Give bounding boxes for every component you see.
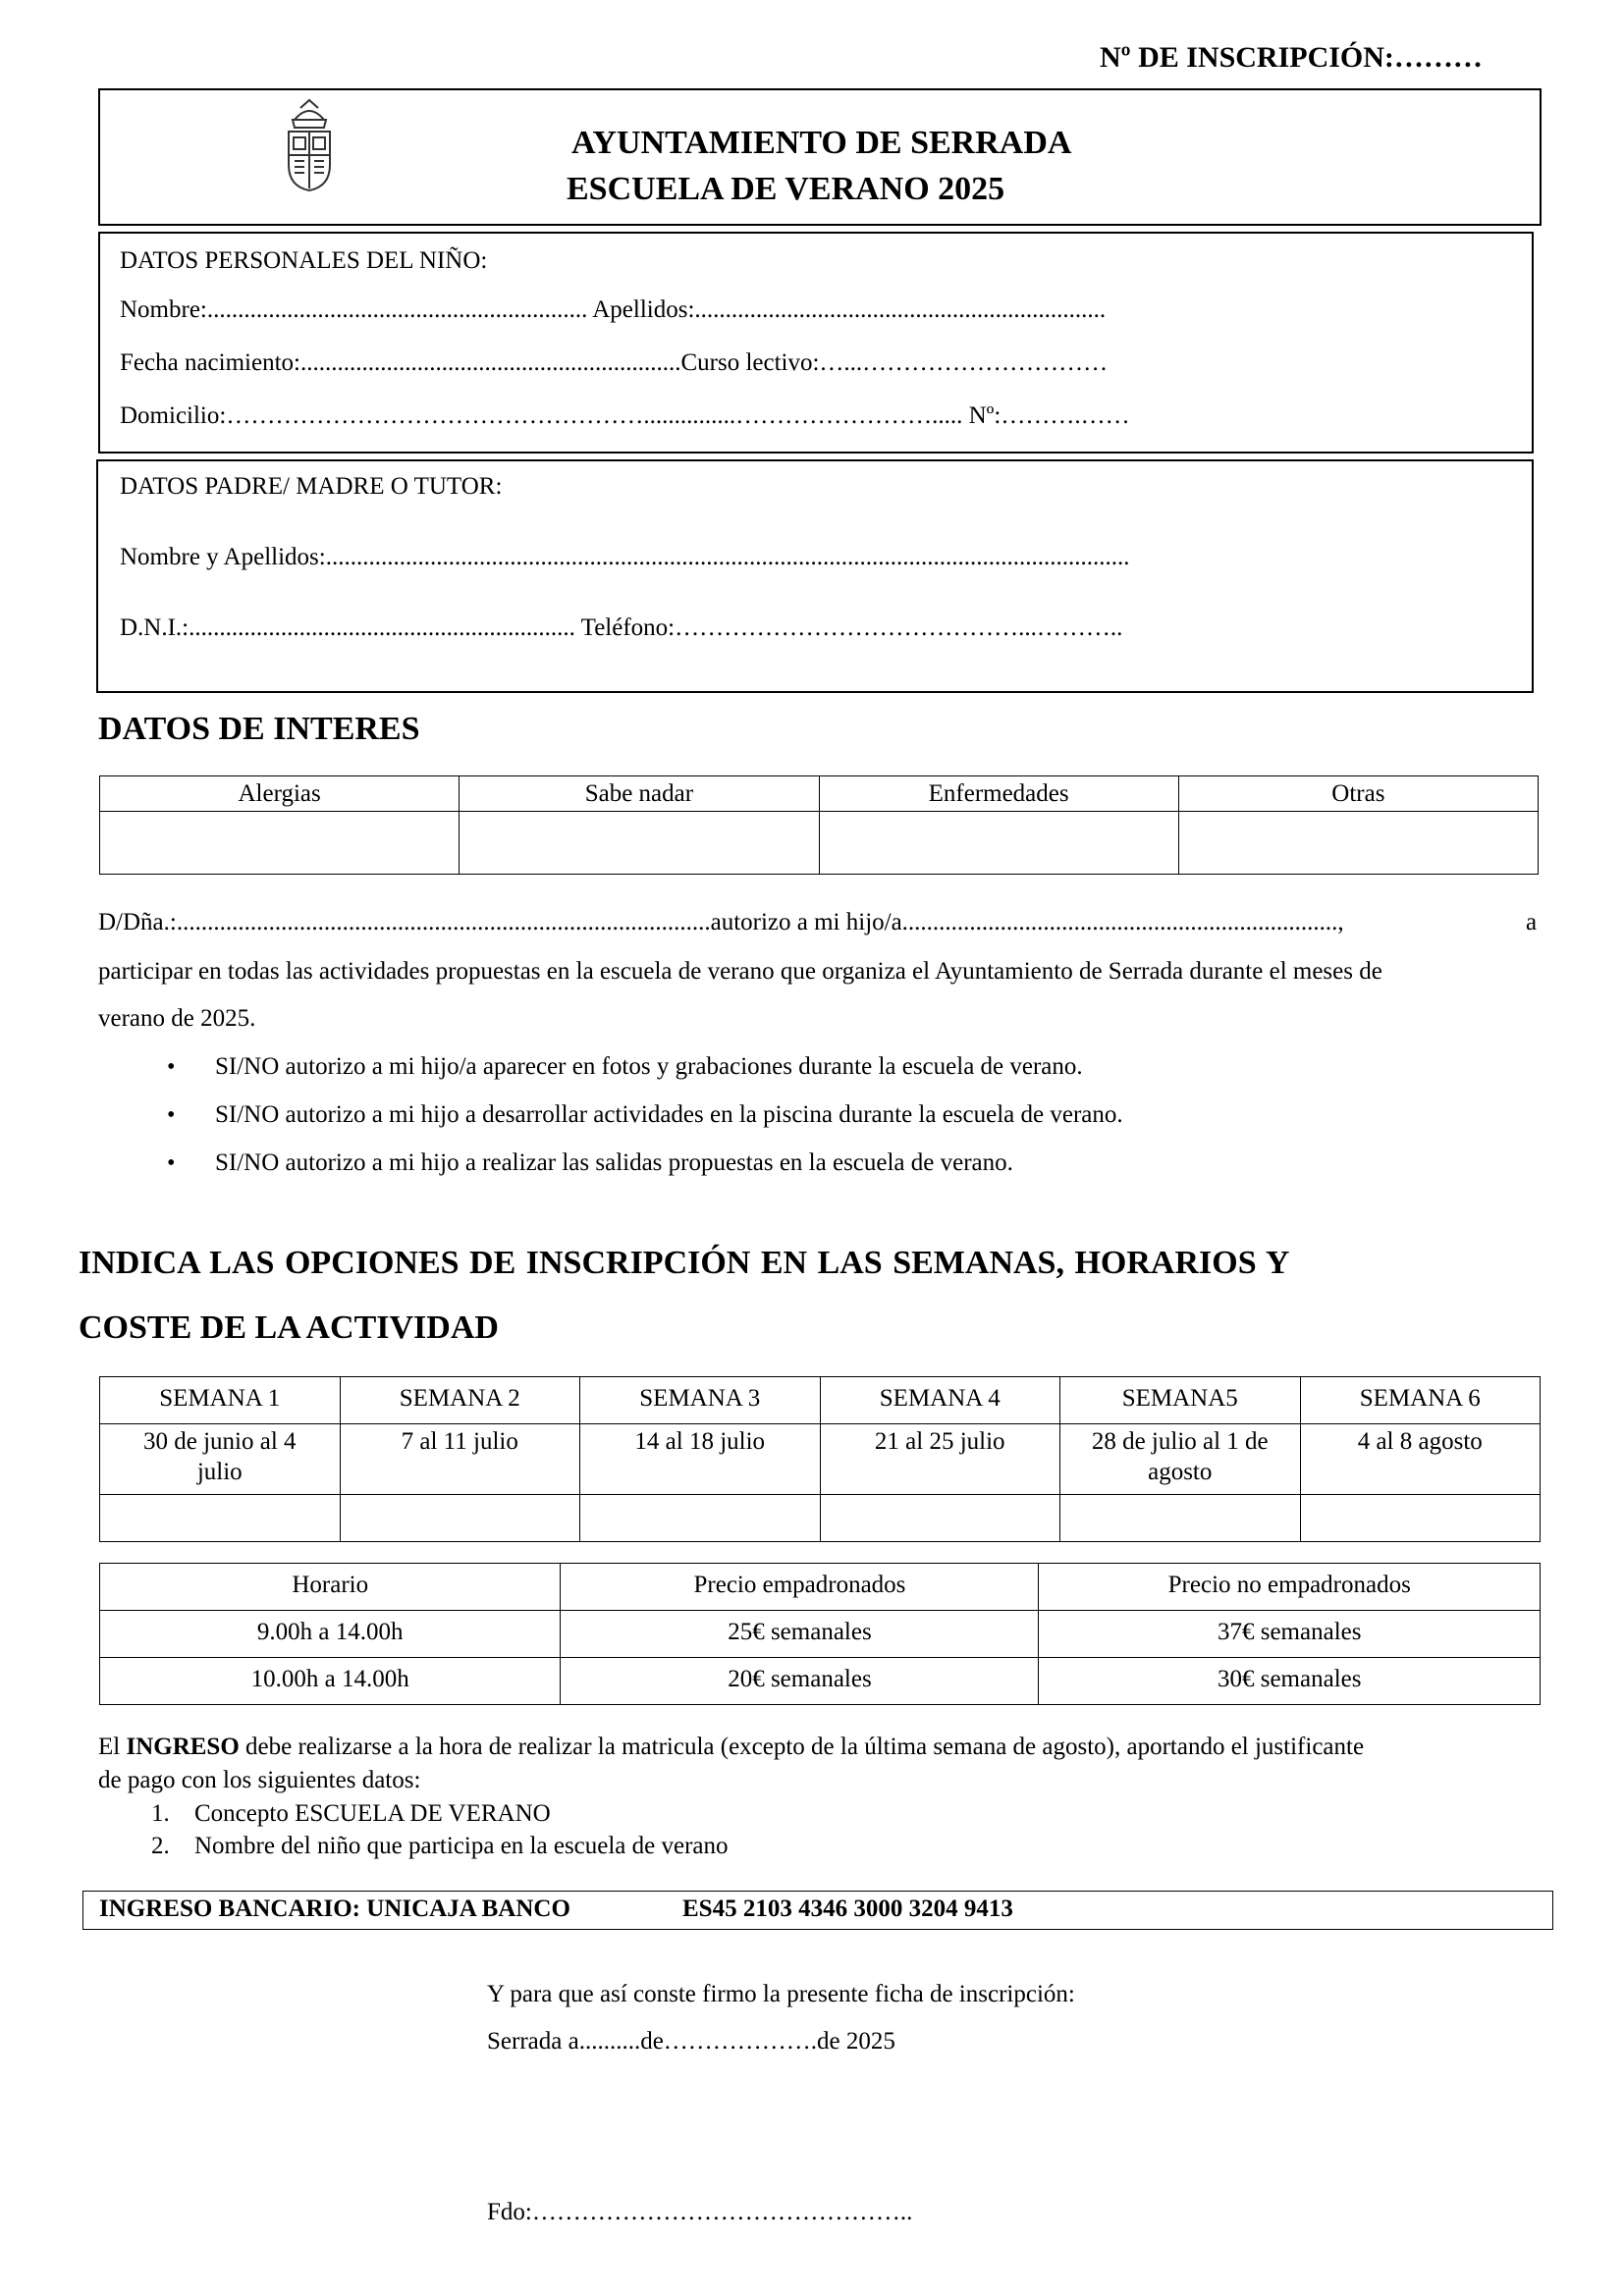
week-2-dates: 7 al 11 julio xyxy=(340,1424,580,1495)
price-row-2-registered: 20€ semanales xyxy=(561,1658,1039,1705)
interest-cell-otras[interactable] xyxy=(1178,812,1538,875)
price-row-1-schedule: 9.00h a 14.00h xyxy=(100,1611,561,1658)
week-5-dates: 28 de julio al 1 de agosto xyxy=(1060,1424,1301,1495)
interest-cell-alergias[interactable] xyxy=(100,812,460,875)
options-heading-line-2: COSTE DE LA ACTIVIDAD xyxy=(79,1309,499,1346)
list-item xyxy=(151,1799,729,1832)
authorization-line-1[interactable]: D/Dña.:.......................................................................................autorizo a mi hijo/a......................................................................., xyxy=(98,909,1344,935)
price-row-1-registered: 25€ semanales xyxy=(561,1611,1039,1658)
week-6-dates: 4 al 8 agosto xyxy=(1300,1424,1541,1495)
child-birthdate-field[interactable]: Fecha nacimiento:..............................................................Curso lectivo:…...………………………… xyxy=(120,349,1109,376)
payment-intro-start: El xyxy=(98,1734,127,1760)
page-title: AYUNTAMIENTO DE SERRADA xyxy=(571,125,1072,161)
price-row-1-not-registered: 37€ semanales xyxy=(1039,1611,1541,1658)
table-row[interactable] xyxy=(100,1611,1541,1658)
price-row-2-not-registered: 30€ semanales xyxy=(1039,1658,1541,1705)
payment-intro xyxy=(98,1734,1364,1761)
price-row-2-schedule: 10.00h a 14.00h xyxy=(100,1658,561,1705)
child-address-field[interactable]: Domicilio:……………………………………………...............……………………..... Nº:……….…… xyxy=(120,402,1130,429)
bank-iban: ES45 2103 4346 3000 3204 9413 xyxy=(682,1896,1013,1922)
week-2-label: SEMANA 2 xyxy=(340,1377,580,1424)
parent-dni-field[interactable]: D.N.I.:............................................................... Teléfono:……………………………………...……….. xyxy=(120,614,1123,641)
week-3-label: SEMANA 3 xyxy=(580,1377,821,1424)
list-item xyxy=(151,1832,729,1864)
child-data-heading: DATOS PERSONALES DEL NIÑO: xyxy=(120,247,488,274)
week-5-select[interactable] xyxy=(1060,1495,1301,1542)
week-4-dates: 21 al 25 julio xyxy=(820,1424,1060,1495)
signature-place-date[interactable]: Serrada a..........de……………….de 2025 xyxy=(487,2028,895,2055)
interest-table xyxy=(99,775,1539,875)
authorization-line-1-end: a xyxy=(1526,909,1538,935)
parent-name-field[interactable]: Nombre y Apellidos:................................................................................................................................... xyxy=(120,544,1130,570)
child-data-section xyxy=(98,232,1534,454)
payment-data-list xyxy=(151,1799,729,1864)
week-4-select[interactable] xyxy=(820,1495,1060,1542)
interest-col-nadar: Sabe nadar xyxy=(460,776,819,812)
list-item-text: Nombre del niño que participa en la escuela de verano xyxy=(194,1833,729,1859)
child-name-field[interactable]: Nombre:.............................................................. Apellidos:................................................................... xyxy=(120,296,1107,323)
week-6-select[interactable] xyxy=(1300,1495,1541,1542)
list-item-number: 1. xyxy=(151,1800,170,1827)
price-header-schedule: Horario xyxy=(100,1564,561,1611)
week-5-label: SEMANA5 xyxy=(1060,1377,1301,1424)
list-item-number: 2. xyxy=(151,1833,170,1859)
week-2-select[interactable] xyxy=(340,1495,580,1542)
bank-transfer-box xyxy=(82,1891,1553,1930)
payment-intro-end: debe realizarse a la hora de realizar la matricula (excepto de la última semana de agosto), aportando el justificante xyxy=(239,1734,1365,1760)
week-6-label: SEMANA 6 xyxy=(1300,1377,1541,1424)
payment-intro-line-2: de pago con los siguientes datos: xyxy=(98,1767,421,1793)
weeks-table xyxy=(99,1376,1541,1542)
price-header-registered: Precio empadronados xyxy=(561,1564,1039,1611)
authorization-line-3: verano de 2025. xyxy=(98,1005,256,1032)
authorization-list xyxy=(167,1052,1123,1197)
page-subtitle: ESCUELA DE VERANO 2025 xyxy=(567,171,1005,207)
week-1-select[interactable] xyxy=(100,1495,341,1542)
interest-col-enfermedades: Enfermedades xyxy=(819,776,1178,812)
bank-label: INGRESO BANCARIO: UNICAJA BANCO xyxy=(99,1896,570,1922)
interest-cell-enfermedades[interactable] xyxy=(819,812,1178,875)
authorization-outings[interactable]: • SI/NO autorizo a mi hijo a realizar las salidas propuestas en la escuela de verano. xyxy=(167,1148,1123,1197)
interest-col-alergias: Alergias xyxy=(100,776,460,812)
table-row[interactable] xyxy=(100,1658,1541,1705)
week-3-dates: 14 al 18 julio xyxy=(580,1424,821,1495)
authorization-pool[interactable]: • SI/NO autorizo a mi hijo a desarrollar actividades en la piscina durante la escuela de verano. xyxy=(167,1100,1123,1148)
header-box xyxy=(98,88,1542,226)
interest-col-otras: Otras xyxy=(1178,776,1538,812)
signature-field[interactable]: Fdo:……………………………………….. xyxy=(487,2199,913,2225)
payment-intro-bold: INGRESO xyxy=(126,1734,240,1760)
week-1-dates: 30 de junio al 4 julio xyxy=(100,1424,341,1495)
list-item-text: Concepto ESCUELA DE VERANO xyxy=(194,1800,551,1827)
inscription-number: Nº DE INSCRIPCIÓN:……… xyxy=(1100,41,1483,74)
price-header-not-registered: Precio no empadronados xyxy=(1039,1564,1541,1611)
interest-heading: DATOS DE INTERES xyxy=(98,711,420,747)
signature-statement: Y para que así conste firmo la presente ficha de inscripción: xyxy=(487,1981,1075,2007)
options-heading-line-1: INDICA LAS OPCIONES DE INSCRIPCIÓN EN LAS SEMANAS, HORARIOS Y xyxy=(79,1245,1290,1281)
week-3-select[interactable] xyxy=(580,1495,821,1542)
interest-cell-nadar[interactable] xyxy=(460,812,819,875)
parent-data-section xyxy=(96,459,1534,693)
price-table xyxy=(99,1563,1541,1705)
coat-of-arms-icon xyxy=(281,98,338,192)
authorization-photos[interactable]: • SI/NO autorizo a mi hijo/a aparecer en fotos y grabaciones durante la escuela de verano. xyxy=(167,1052,1123,1100)
parent-data-heading: DATOS PADRE/ MADRE O TUTOR: xyxy=(120,473,503,500)
authorization-line-2: participar en todas las actividades propuestas en la escuela de verano que organiza el Ayuntamiento de Serrada durante el meses de xyxy=(98,958,1382,985)
week-1-label: SEMANA 1 xyxy=(100,1377,341,1424)
week-4-label: SEMANA 4 xyxy=(820,1377,1060,1424)
